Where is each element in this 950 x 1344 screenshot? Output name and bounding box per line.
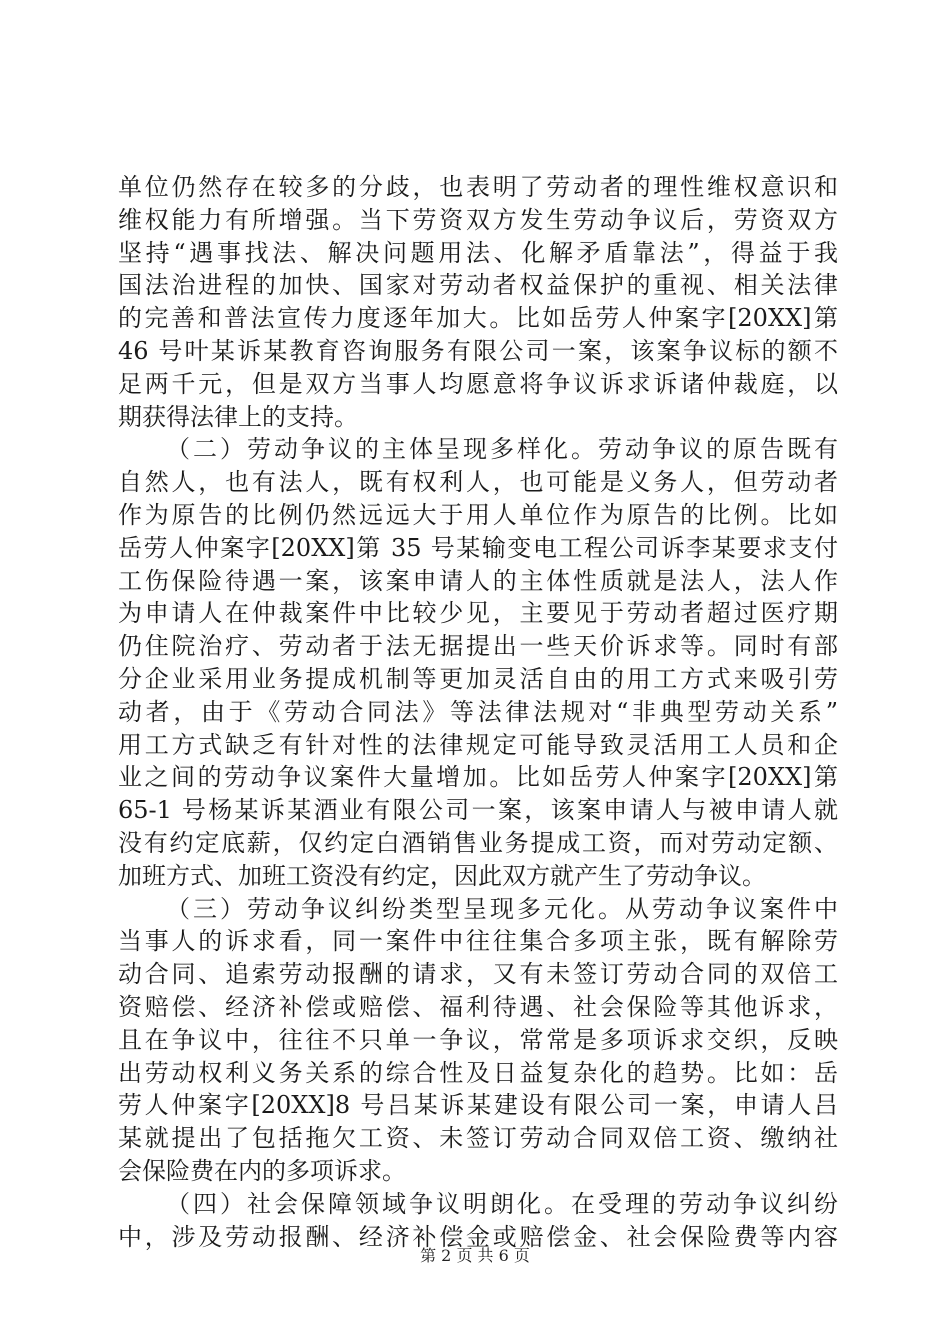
text-line: 工伤保险待遇一案，该案申请人的主体性质就是法人，法人作 (118, 566, 838, 595)
text-line: 岳劳人仲案字[20XX]第 35 号某输变电工程公司诉李某要求支付 (118, 533, 838, 562)
text-line: 加班方式、加班工资没有约定，因此双方就产生了劳动争议。 (118, 861, 766, 890)
text-line: 作为原告的比例仍然远远大于用人单位作为原告的比例。比如 (118, 500, 838, 529)
text-line: （二）劳动争议的主体呈现多样化。劳动争议的原告既有 (166, 435, 838, 464)
text-line: 期获得法律上的支持。 (118, 402, 358, 431)
text-line: （四）社会保障领域争议明朗化。在受理的劳动争议纠纷 (166, 1189, 838, 1218)
text-line: 会保险费在内的多项诉求。 (118, 1156, 406, 1185)
document-body (118, 171, 838, 1253)
text-line: 当事人的诉求看，同一案件中往往集合多项主张，既有解除劳 (118, 927, 838, 956)
text-line: 资赔偿、经济补偿或赔偿、福利待遇、社会保险等其他诉求， (118, 992, 838, 1021)
text-line: （三）劳动争议纠纷类型呈现多元化。从劳动争议案件中 (166, 894, 838, 923)
text-line: 国法治进程的加快、国家对劳动者权益保护的重视、相关法律 (118, 271, 838, 300)
text-line: 业之间的劳动争议案件大量增加。比如岳劳人仲案字[20XX]第 (118, 763, 838, 792)
page-footer: 第 2 页 共 6 页 (420, 1246, 530, 1265)
text-line: 坚持“遇事找法、解决问题用法、化解矛盾靠法”，得益于我 (118, 238, 838, 267)
text-line: 且在争议中，往往不只单一争议，常常是多项诉求交织，反映 (118, 1025, 838, 1054)
text-line: 65-1 号杨某诉某酒业有限公司一案，该案申请人与被申请人就 (118, 796, 838, 825)
text-line: 分企业采用业务提成机制等更加灵活自由的用工方式来吸引劳 (118, 664, 838, 693)
text-line: 单位仍然存在较多的分歧，也表明了劳动者的理性维权意识和 (118, 173, 838, 201)
text-line: 出劳动权利义务关系的综合性及日益复杂化的趋势。比如：岳 (118, 1058, 838, 1087)
text-line: 没有约定底薪，仅约定白酒销售业务提成工资，而对劳动定额、 (118, 828, 838, 857)
text-line: 动合同、追索劳动报酬的请求，又有未签订劳动合同的双倍工 (118, 960, 838, 989)
text-line: 动者，由于《劳动合同法》等法律法规对“非典型劳动关系” (118, 697, 838, 726)
text-line: 劳人仲案字[20XX]8 号吕某诉某建设有限公司一案，申请人吕 (118, 1091, 838, 1120)
text-line: 中，涉及劳动报酬、经济补偿金或赔偿金、社会保险费等内容 (118, 1222, 838, 1251)
text-line: 为申请人在仲裁案件中比较少见，主要见于劳动者超过医疗期 (118, 599, 838, 628)
text-line: 用工方式缺乏有针对性的法律规定可能导致灵活用工人员和企 (118, 730, 838, 759)
text-line: 维权能力有所增强。当下劳资双方发生劳动争议后，劳资双方 (118, 205, 838, 234)
text-line: 足两千元，但是双方当事人均愿意将争议诉求诉诸仲裁庭，以 (118, 369, 838, 398)
text-line: 的完善和普法宣传力度逐年加大。比如岳劳人仲案字[20XX]第 (118, 304, 838, 333)
text-line: 某就提出了包括拖欠工资、未签订劳动合同双倍工资、缴纳社 (118, 1124, 838, 1153)
text-line: 46 号叶某诉某教育咨询服务有限公司一案，该案争议标的额不 (118, 336, 838, 365)
text-line: 仍住院治疗、劳动者于法无据提出一些天价诉求等。同时有部 (118, 632, 838, 661)
text-line: 自然人，也有法人，既有权利人，也可能是义务人，但劳动者 (118, 468, 838, 497)
